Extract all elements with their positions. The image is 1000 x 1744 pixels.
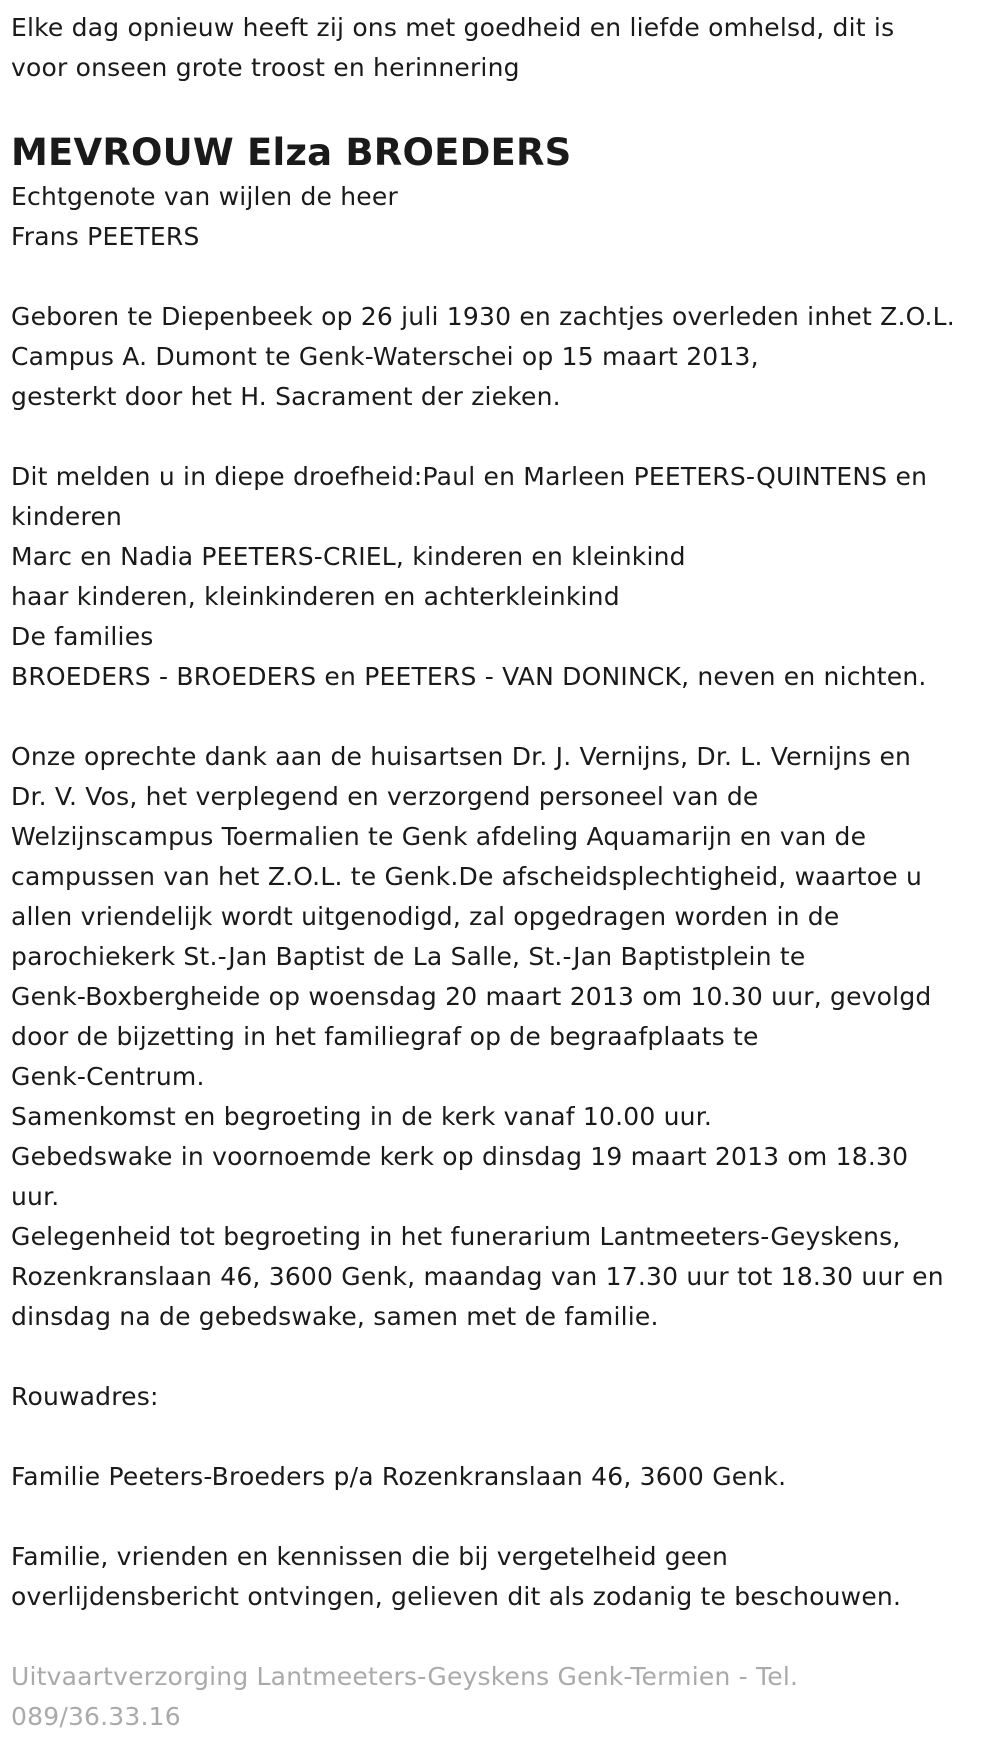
family-text: [11, 457, 990, 697]
thanks-line: campussen van het Z.O.L. te Genk.De afscheidsplechtigheid, waartoe u: [11, 862, 922, 891]
spouse-line: Frans PEETERS: [11, 222, 200, 251]
funeral-home-footer: [11, 1657, 990, 1737]
thanks-line: Welzijnscampus Toermalien te Genk afdeling Aquamarijn en van de: [11, 822, 867, 851]
notice-text: [11, 1537, 990, 1617]
intro-text: [11, 8, 990, 88]
thanks-line: Genk-Centrum.: [11, 1062, 205, 1091]
thanks-line: dinsdag na de gebedswake, samen met de familie.: [11, 1302, 659, 1331]
notice-line: overlijdensbericht ontvingen, gelieven dit als zodanig te beschouwen.: [11, 1582, 902, 1611]
thanks-line: parochiekerk St.-Jan Baptist de La Salle, St.-Jan Baptistplein te: [11, 942, 806, 971]
notice-line: Familie, vrienden en kennissen die bij vergetelheid geen: [11, 1542, 729, 1571]
family-line: Marc en Nadia PEETERS-CRIEL, kinderen en kleinkind: [11, 542, 686, 571]
thanks-line: Dr. V. Vos, het verplegend en verzorgend personeel van de: [11, 782, 759, 811]
thanks-line: Gelegenheid tot begroeting in het funerarium Lantmeeters-Geyskens,: [11, 1222, 901, 1251]
family-line: BROEDERS - BROEDERS en PEETERS - VAN DONINCK, neven en nichten.: [11, 662, 927, 691]
intro-line: voor onseen grote troost en herinnering: [11, 53, 520, 82]
thanks-line: uur.: [11, 1182, 60, 1211]
thanks-line: allen vriendelijk wordt uitgenodigd, zal opgedragen worden in de: [11, 902, 840, 931]
thanks-text: [11, 737, 990, 1337]
thanks-line: Onze oprechte dank aan de huisartsen Dr. J. Vernijns, Dr. L. Vernijns en: [11, 742, 912, 771]
thanks-line: Gebedswake in voornoemde kerk op dinsdag 19 maart 2013 om 18.30: [11, 1142, 909, 1171]
thanks-line: door de bijzetting in het familiegraf op de begraafplaats te: [11, 1022, 759, 1051]
rouwadres-label: Rouwadres:: [11, 1382, 159, 1411]
birth-death-line: Geboren te Diepenbeek op 26 juli 1930 en zachtjes overleden inhet Z.O.L.: [11, 302, 955, 331]
deceased-name: MEVROUW Elza BROEDERS: [11, 131, 572, 174]
spouse-line: Echtgenote van wijlen de heer: [11, 182, 398, 211]
thanks-line: Genk-Boxbergheide op woensdag 20 maart 2013 om 10.30 uur, gevolgd: [11, 982, 932, 1011]
birth-death-text: [11, 297, 990, 417]
rouwadres-address: Familie Peeters-Broeders p/a Rozenkranslaan 46, 3600 Genk.: [11, 1462, 787, 1491]
family-line: haar kinderen, kleinkinderen en achterkleinkind: [11, 582, 620, 611]
footer-line: Uitvaartverzorging Lantmeeters-Geyskens Genk-Termien - Tel.: [11, 1662, 799, 1691]
intro-line: Elke dag opnieuw heeft zij ons met goedheid en liefde omhelsd, dit is: [11, 13, 895, 42]
thanks-line: Rozenkranslaan 46, 3600 Genk, maandag van 17.30 uur tot 18.30 uur en: [11, 1262, 944, 1291]
spouse-text: [11, 177, 990, 257]
birth-death-line: gesterkt door het H. Sacrament der zieken.: [11, 382, 561, 411]
family-line: De families: [11, 622, 154, 651]
footer-line: 089/36.33.16: [11, 1702, 181, 1731]
family-line: kinderen: [11, 502, 123, 531]
family-line: Dit melden u in diepe droefheid:Paul en Marleen PEETERS-QUINTENS en: [11, 462, 928, 491]
thanks-line: Samenkomst en begroeting in de kerk vanaf 10.00 uur.: [11, 1102, 713, 1131]
birth-death-line: Campus A. Dumont te Genk-Waterschei op 15 maart 2013,: [11, 342, 759, 371]
